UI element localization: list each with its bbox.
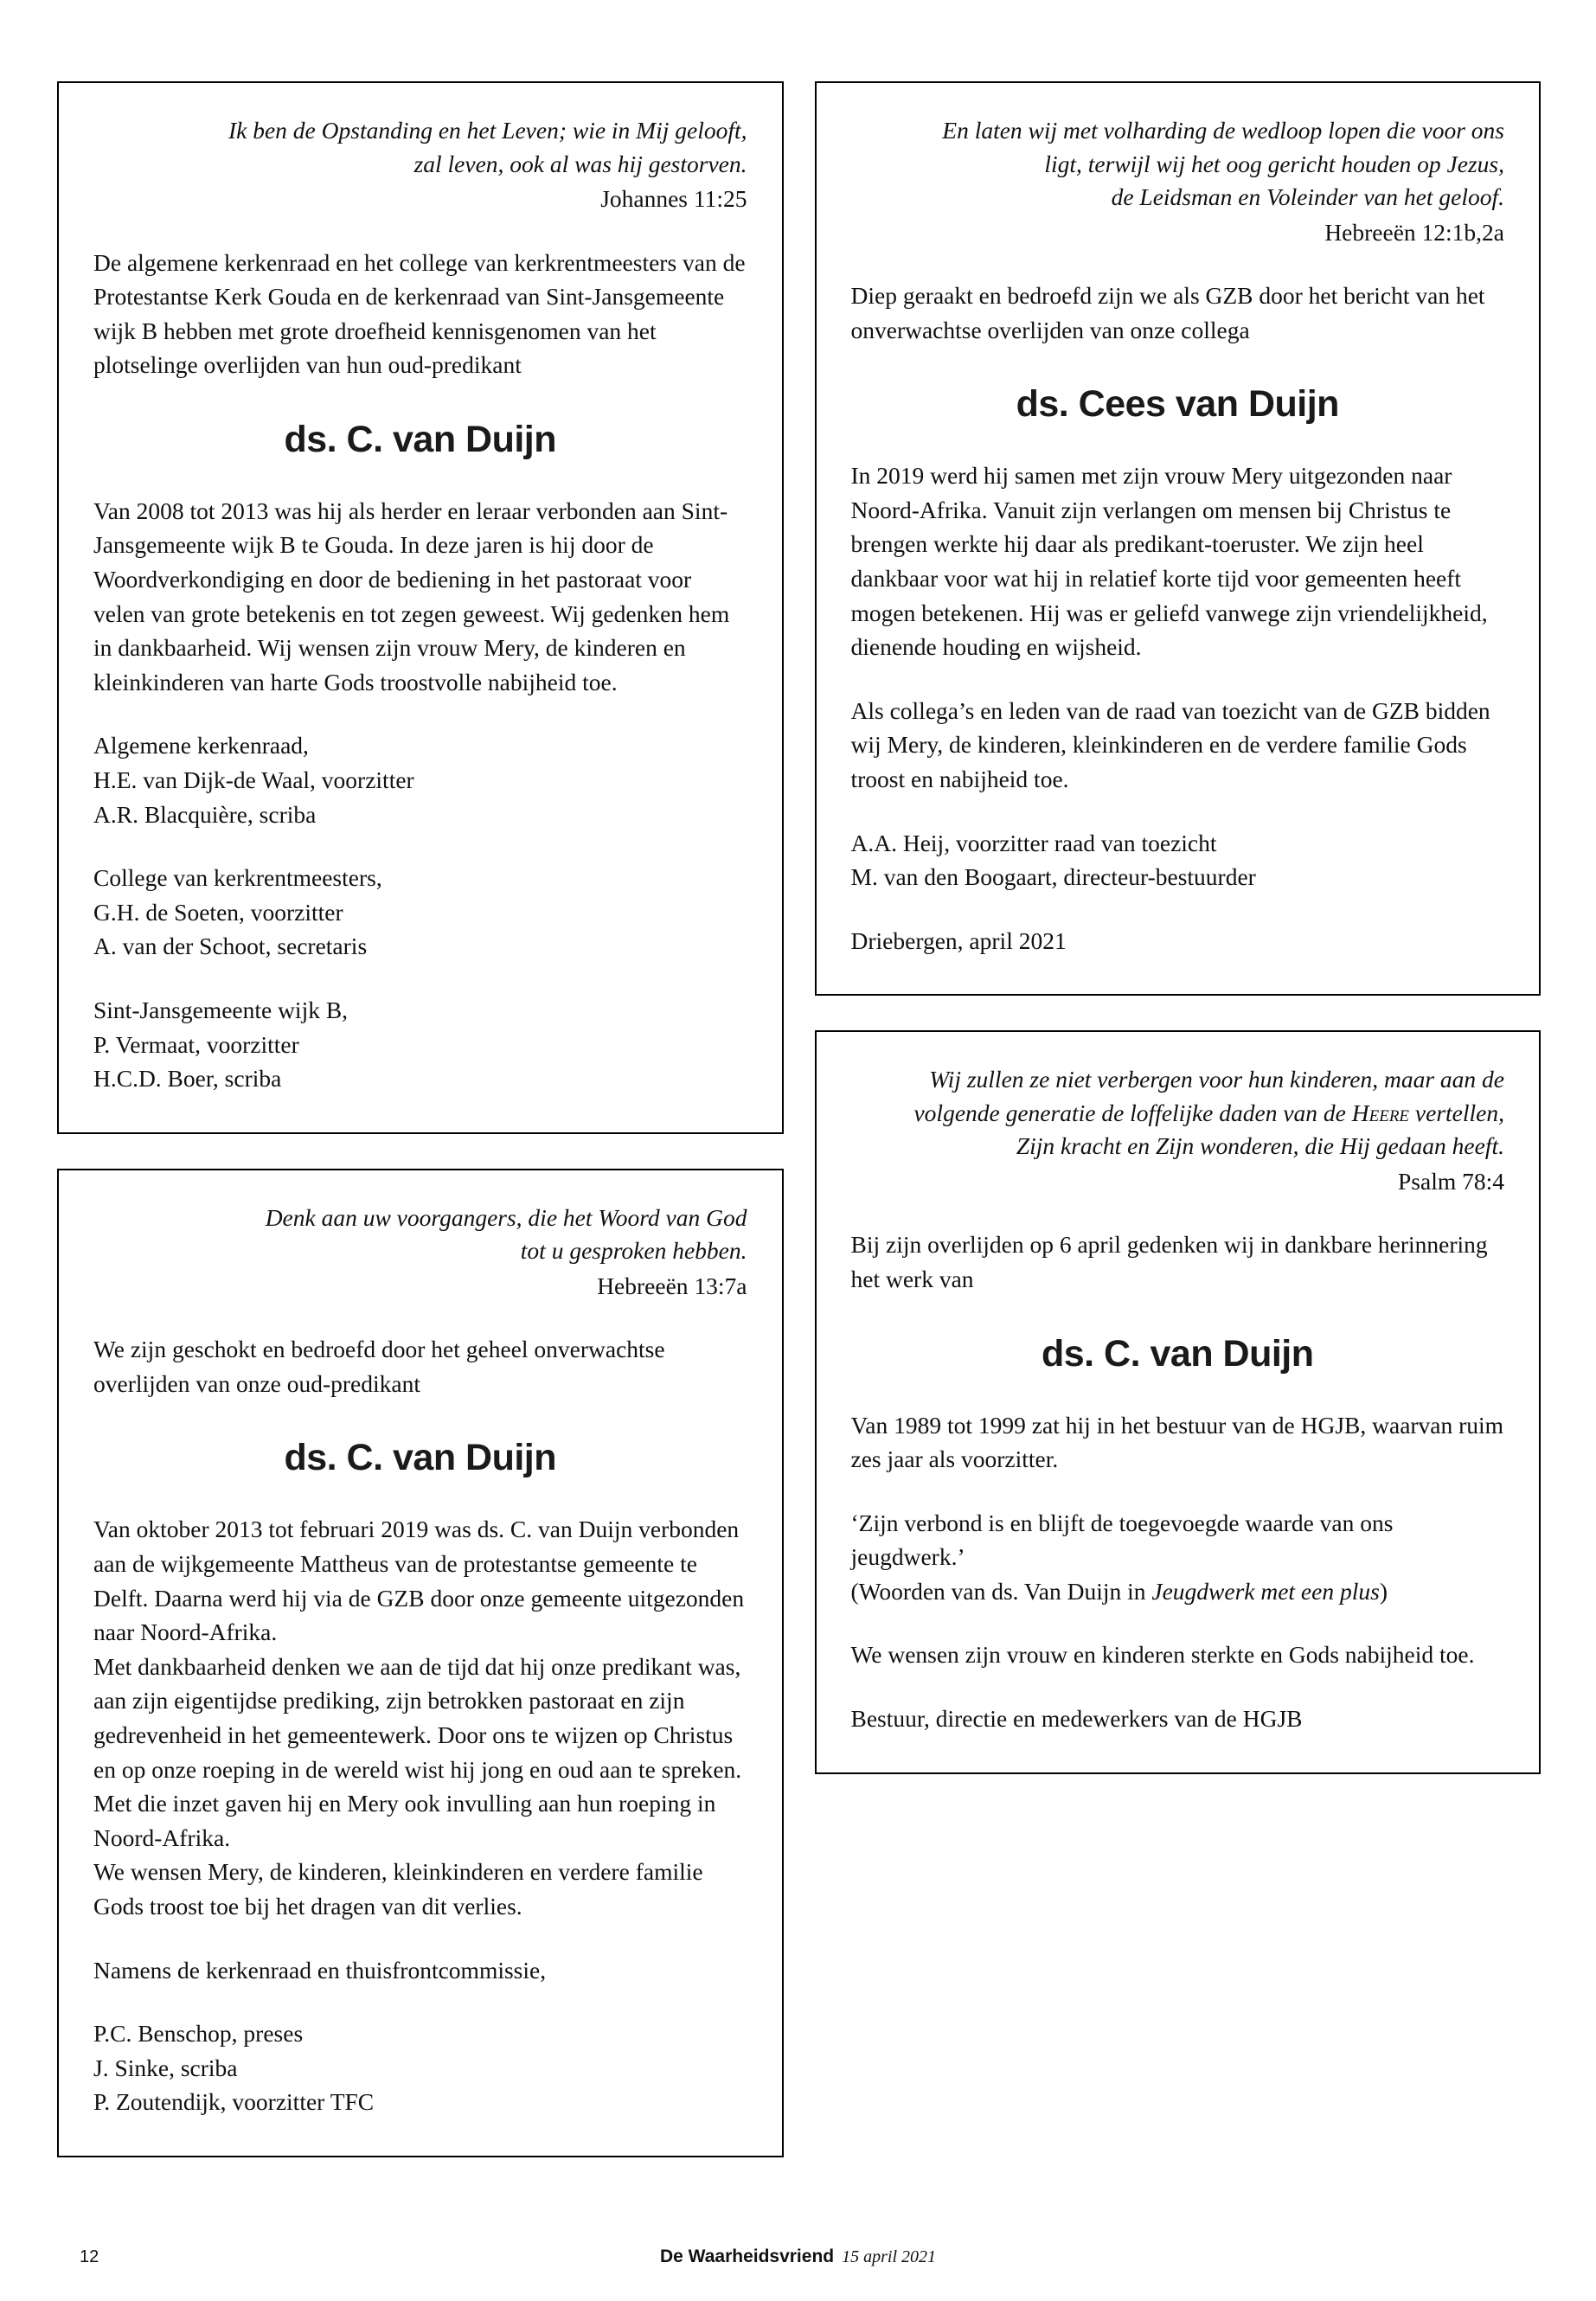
- quote-line: Ik ben de Opstanding en het Leven; wie in Mij gelooft,: [228, 117, 747, 144]
- signoff-text: Bestuur, directie en medewerkers van de HGJB: [850, 1705, 1303, 1733]
- quote-line: [851, 1097, 1505, 1131]
- deceased-name-heading: ds. C. van Duijn: [284, 418, 557, 460]
- quote-line: Zijn kracht en Zijn wonderen, die Hij gedaan heeft.: [1016, 1132, 1504, 1160]
- signatory-line: A. van der Schoot, secretaris: [93, 933, 368, 960]
- scripture-reference: Hebreeën 12:1b,2a: [1324, 218, 1504, 246]
- signatory-line: A.R. Blacquière, scriba: [93, 800, 317, 828]
- obituary-notice-delft: [57, 1169, 784, 2157]
- body-paragraph: Met dankbaarheid denken we aan de tijd dat hij onze predikant was, aan zijn eigentijdse prediking, zijn betrokken pastoraat en zijn gedrevenheid in het gemeentewerk. Door ons te wijzen op Christus en op onze roeping in de wereld wist hij jong en oud aan te spreken. Met die inzet gaven hij en Mery ook invulling aan hun roeping in Noord-Afrika.: [93, 1652, 742, 1851]
- body-paragraph: We wensen Mery, de kinderen, kleinkinderen en verdere familie Gods troost toe bij het dragen van dit verlies.: [93, 1858, 703, 1920]
- scripture-quote: [851, 114, 1505, 249]
- body-paragraph: Van 2008 tot 2013 was hij als herder en leraar verbonden aan Sint-Jansgemeente wijk B te Gouda. In deze jaren is hij door de Woordverkondiging en door de bediening in het pastoraat voor velen van grote betekenis en tot zegen geweest. Wij gedenken hem in dankbaarheid. Wij wensen zijn vrouw Mery, de kinderen en kleinkinderen van harte Gods troostvolle nabijheid toe.: [93, 497, 730, 695]
- signatory-line: P. Zoutendijk, voorzitter TFC: [93, 2088, 375, 2116]
- signatory-line: H.C.D. Boer, scriba: [93, 1065, 282, 1093]
- intro-text: Diep geraakt en bedroefd zijn we als GZB door het bericht van het onverwachtse overlijden van onze collega: [850, 282, 1485, 343]
- deceased-name-heading: ds. C. van Duijn: [284, 1437, 557, 1479]
- scripture-reference: Hebreeën 13:7a: [597, 1272, 747, 1299]
- page-number: 12: [80, 2247, 99, 2266]
- left-column: [57, 81, 784, 2192]
- intro-text: Bij zijn overlijden op 6 april gedenken wij in dankbare herinnering het werk van: [850, 1231, 1488, 1292]
- quote-line: En laten wij met volharding de wedloop lopen die voor ons: [942, 117, 1504, 144]
- scripture-reference: Johannes 11:25: [600, 185, 747, 212]
- body-paragraph: We wensen zijn vrouw en kinderen sterkte en Gods nabijheid toe.: [850, 1641, 1475, 1669]
- signatories-group: [93, 861, 747, 964]
- signatory-line: A.A. Heij, voorzitter raad van toezicht: [850, 829, 1217, 856]
- quote-line: Wij zullen ze niet verbergen voor hun kinderen, maar aan de: [929, 1066, 1504, 1093]
- scripture-quote: [93, 1202, 747, 1304]
- scripture-quote: [851, 1063, 1505, 1198]
- body-paragraph: Van oktober 2013 tot februari 2019 was ds. C. van Duijn verbonden aan de wijkgemeente Mattheus van de protestantse gemeente te Delft. Daarna werd hij via de GZB door onze gemeente uitgezonden naar Noord-Afrika.: [93, 1516, 745, 1646]
- obituary-notice-gzb: [815, 81, 1542, 996]
- quote-line: ligt, terwijl wij het oog gericht houden op Jezus,: [1044, 150, 1504, 177]
- signatories-group: [93, 728, 747, 831]
- signatory-line: J. Sinke, scriba: [93, 2054, 238, 2081]
- quotation-paragraph: ‘Zijn verbond is en blijft de toegevoegde waarde van ons jeugdwerk.’: [850, 1509, 1394, 1571]
- obituary-notice-hgjb: [815, 1030, 1542, 1773]
- place-date-line: Driebergen, april 2021: [850, 926, 1067, 954]
- quote-line: de Leidsman en Voleinder van het geloof.: [1111, 183, 1504, 210]
- signatories-group: [851, 826, 1505, 894]
- body-paragraph: Van 1989 tot 1999 zat hij in het bestuur van de HGJB, waarvan ruim zes jaar als voorzitter.: [850, 1411, 1504, 1473]
- quote-line: tot u gesproken hebben.: [520, 1237, 747, 1265]
- scripture-quote: [93, 114, 747, 216]
- attribution-segment: ): [1379, 1577, 1388, 1605]
- quote-segment: vertellen,: [1409, 1099, 1504, 1126]
- signatory-line: H.E. van Dijk-de Waal, voorzitter: [93, 766, 414, 794]
- quote-segment: volgende generatie de loffelijke daden van de: [913, 1099, 1352, 1126]
- page-footer: [0, 2246, 1596, 2280]
- quote-line: Denk aan uw voorgangers, die het Woord van God: [265, 1203, 747, 1231]
- attribution-paragraph: [851, 1574, 1505, 1609]
- footer-center: [0, 2246, 1596, 2267]
- intro-text: We zijn geschokt en bedroefd door het geheel onverwachtse overlijden van onze oud-predikant: [93, 1336, 665, 1397]
- quote-line: zal leven, ook al was hij gestorven.: [413, 150, 747, 177]
- deceased-name-heading: ds. C. van Duijn: [1041, 1332, 1314, 1375]
- body-paragraph: Als collega’s en leden van de raad van toezicht van de GZB bidden wij Mery, de kinderen, kleinkinderen en de verdere familie Gods troost en nabijheid toe.: [850, 696, 1490, 792]
- signatory-line: G.H. de Soeten, voorzitter: [93, 898, 343, 926]
- signatory-line: P. Vermaat, voorzitter: [93, 1030, 299, 1058]
- signatory-line: Sint-Jansgemeente wijk B,: [93, 997, 349, 1023]
- book-title: Jeugdwerk met een plus: [1151, 1577, 1380, 1605]
- signatory-line: College van kerkrentmeesters,: [93, 864, 382, 892]
- signatory-line: M. van den Boogaart, directeur-bestuurder: [850, 863, 1256, 891]
- obituary-notice-gouda: [57, 81, 784, 1134]
- publication-title: De Waarheidsvriend: [659, 2247, 835, 2266]
- attribution-segment: (Woorden van ds. Van Duijn in: [850, 1577, 1152, 1605]
- intro-text: De algemene kerkenraad en het college van kerkrentmeesters van de Protestantse Kerk Gouda en de kerkenraad van Sint-Jansgemeente wijk B hebben met grote droefheid kennisgenomen van het plotselinge overlijden van hun oud-predikant: [93, 248, 746, 379]
- issue-date: 15 april 2021: [842, 2247, 937, 2266]
- signatories-group: [93, 2016, 747, 2119]
- heere-smallcaps: Heere: [1351, 1099, 1410, 1126]
- signatory-line: P.C. Benschop, preses: [93, 2020, 304, 2048]
- signatories-group: [93, 993, 747, 1096]
- right-column: [815, 81, 1542, 1809]
- signoff-text: Namens de kerkenraad en thuisfrontcommissie,: [93, 1956, 547, 1984]
- deceased-name-heading: ds. Cees van Duijn: [1016, 383, 1339, 426]
- signatory-line: Algemene kerkenraad,: [93, 732, 309, 760]
- scripture-reference: Psalm 78:4: [1398, 1167, 1504, 1195]
- body-paragraph: In 2019 werd hij samen met zijn vrouw Mery uitgezonden naar Noord-Afrika. Vanuit zijn verlangen om mensen bij Christus te brengen werkte hij daar als predikant-toeruster. We zijn heel dankbaar voor wat hij in relatief korte tijd voor gemeenten heeft mogen betekenen. Hij was er geliefd vanwege zijn vriendelijkheid, dienende houding en wijsheid.: [850, 462, 1488, 661]
